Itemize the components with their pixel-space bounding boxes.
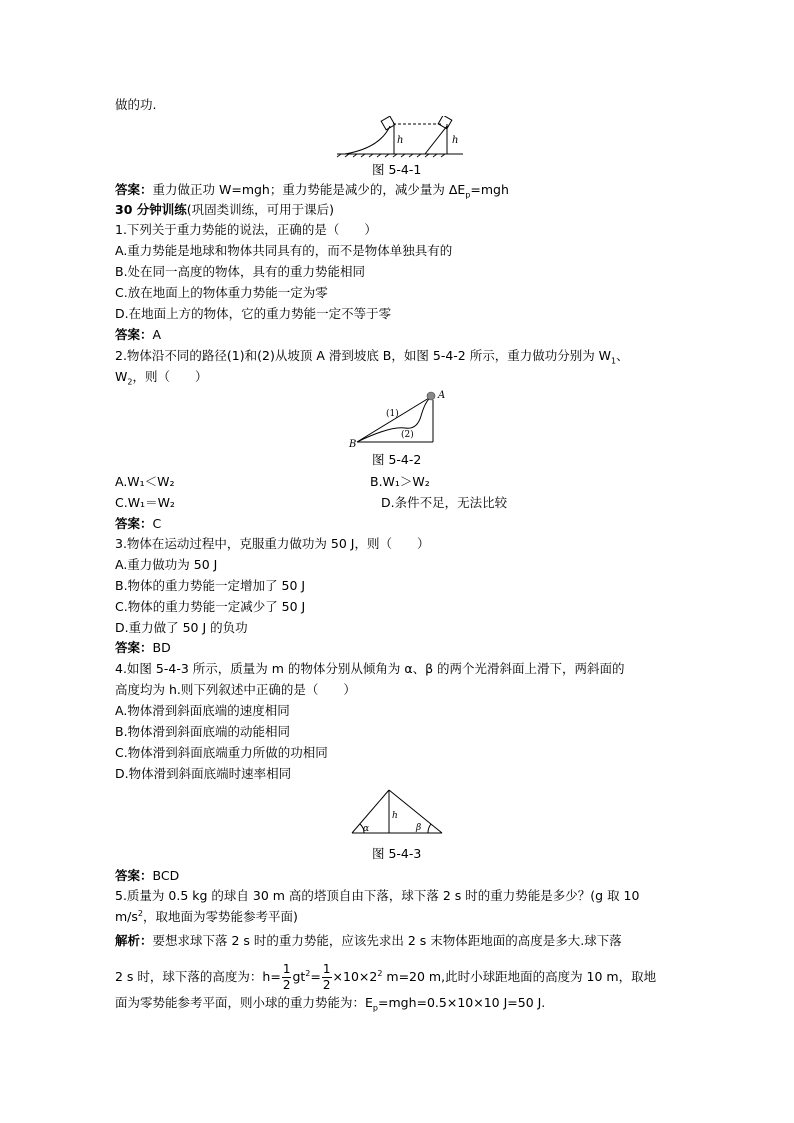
answer-line	[115, 867, 179, 885]
label-h: h	[392, 811, 398, 821]
straight-slope	[425, 126, 447, 154]
label-h: h	[397, 135, 404, 146]
answer-text: BD	[152, 640, 171, 655]
question-2-cont	[115, 368, 207, 386]
question-5: 5.质量为 0.5 kg 的球自 30 m 高的塔顶自由下落，球下落 2 s 时的重力势能是多少？(g 取 10	[115, 888, 640, 903]
label-a: A	[438, 390, 446, 401]
option: A.重力做功为 50 J	[115, 557, 218, 572]
question-text: 、	[616, 348, 629, 363]
option: D.条件不足，无法比较	[381, 495, 508, 510]
label-beta: β	[416, 823, 422, 833]
solution-line	[115, 932, 622, 950]
answer-text: C	[152, 516, 162, 531]
option: B.处在同一高度的物体，具有的重力势能相同	[115, 264, 366, 279]
fraction	[322, 962, 332, 993]
solution-label: 解析：	[115, 933, 153, 948]
option: C.物体滑到斜面底端重力所做的功相同	[115, 745, 328, 760]
superscript: 2	[137, 908, 143, 918]
answer-label: 答案：	[115, 868, 153, 883]
figure-caption: 图 5-4-1	[372, 162, 422, 177]
option: D.重力做了 50 J 的负功	[115, 620, 248, 635]
question-2	[115, 347, 629, 365]
label-h: h	[452, 135, 459, 146]
question-3: 3.物体在运动过程中，克服重力做功为 50 J，则（ ）	[115, 536, 430, 551]
text-line: 做的功.	[115, 97, 157, 112]
subscript: p	[372, 1003, 378, 1013]
answer-text: 重力做正功 W=mgh；重力势能是减少的，减少量为 ΔE	[152, 182, 466, 197]
solution-text: =mgh=0.5×10×10 J=50 J.	[377, 995, 546, 1010]
question-text: ，取地面为零势能参考平面)	[143, 909, 298, 924]
fraction-numerator: 1	[282, 962, 291, 976]
label-b: B	[349, 439, 357, 450]
solution-text: ×10×2	[332, 969, 378, 984]
option: B.物体的重力势能一定增加了 50 J	[115, 578, 306, 593]
fraction-numerator: 1	[322, 962, 331, 976]
option: D.在地面上方的物体，它的重力势能一定不等于零	[115, 306, 392, 321]
answer-label: 答案：	[115, 327, 153, 342]
question-5-cont	[115, 908, 298, 926]
question-text: ，则（ ）	[132, 369, 208, 384]
ball	[427, 392, 435, 400]
subscript: p	[465, 190, 471, 200]
answer-line	[115, 326, 161, 344]
answer-label: 答案：	[115, 640, 153, 655]
solution-text: 2 s 时，球下落的高度为：h=	[115, 969, 281, 984]
answer-line	[115, 515, 161, 533]
label-path-2: (2)	[401, 430, 414, 440]
figure-5-4-1	[335, 116, 465, 158]
fraction-denominator: 2	[322, 978, 331, 992]
question-4-cont: 高度均为 h.则下列叙述中正确的是（ ）	[115, 682, 356, 697]
option: A.W₁＜W₂	[115, 474, 175, 489]
option: A.重力势能是地球和物体共同具有的，而不是物体单独具有的	[115, 243, 453, 258]
section-note: (巩固类训练，可用于课后)	[186, 202, 335, 217]
superscript: 2	[377, 968, 383, 978]
block-right	[438, 116, 452, 129]
solution-text: gt	[292, 969, 306, 984]
label-alpha: α	[363, 824, 370, 834]
angle-beta-arc	[428, 824, 431, 833]
subscript: 1	[611, 356, 617, 366]
solution-text: 要想求球下落 2 s 时的重力势能，应该先求出 2 s 末物体距地面的高度是多大.球下落	[152, 933, 622, 948]
label-path-1: (1)	[386, 409, 399, 419]
option: C.W₁＝W₂	[115, 495, 175, 510]
figure-caption: 图 5-4-3	[372, 846, 422, 861]
solution-text: 面为零势能参考平面，则小球的重力势能为：E	[115, 995, 373, 1010]
subscript: 2	[127, 377, 133, 387]
fraction	[282, 962, 292, 993]
option: B.W₁＞W₂	[370, 474, 430, 489]
option: D.物体滑到斜面底端时速率相同	[115, 766, 292, 781]
section-heading	[115, 201, 334, 219]
superscript: 2	[305, 968, 311, 978]
slope-alpha	[352, 790, 389, 833]
solution-line	[115, 994, 545, 1012]
answer-text: =mgh	[470, 182, 509, 197]
question-text: W	[115, 369, 128, 384]
figure-5-4-2	[345, 386, 455, 450]
answer-label: 答案：	[115, 516, 153, 531]
option: A.物体滑到斜面底端的速度相同	[115, 703, 290, 718]
question-text: m/s	[115, 909, 138, 924]
answer-text: A	[152, 327, 162, 342]
answer-label: 答案：	[115, 182, 153, 197]
path-1	[357, 398, 429, 442]
question-text: 2.物体沿不同的路径(1)和(2)从坡顶 A 滑到坡底 B，如图 5-4-2 所示，重力做功分别为 W	[115, 348, 612, 363]
option: C.物体的重力势能一定减少了 50 J	[115, 599, 306, 614]
answer-line	[115, 181, 509, 199]
fraction-denominator: 2	[282, 978, 291, 992]
curved-slope	[345, 126, 390, 154]
option: C.放在地面上的物体重力势能一定为零	[115, 285, 328, 300]
solution-text: m=20 m,此时小球距地面的高度为 10 m，取地	[382, 969, 657, 984]
question-1: 1.下列关于重力势能的说法，正确的是（ ）	[115, 222, 377, 237]
figure-5-4-3	[350, 788, 444, 836]
solution-text: =	[310, 969, 321, 984]
section-title: 30 分钟训练	[115, 202, 187, 217]
answer-line	[115, 639, 171, 657]
figure-caption: 图 5-4-2	[372, 452, 422, 467]
block-left	[381, 116, 395, 130]
answer-text: BCD	[152, 868, 180, 883]
question-4: 4.如图 5-4-3 所示，质量为 m 的物体分别从倾角为 α、β 的两个光滑斜面上滑下，两斜面的	[115, 661, 625, 676]
solution-math-line	[115, 962, 656, 993]
option: B.物体滑到斜面底端的动能相同	[115, 724, 291, 739]
